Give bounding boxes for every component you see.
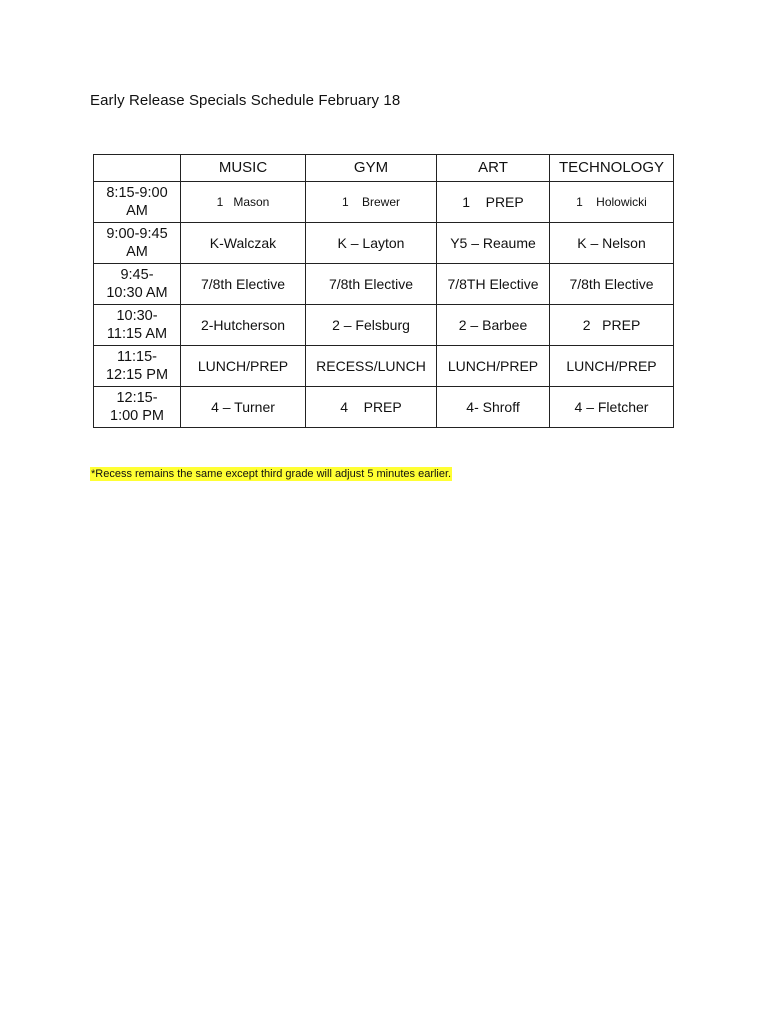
document-title: Early Release Specials Schedule February 18	[90, 92, 401, 109]
art-cell: 2 – Barbee	[437, 305, 550, 346]
table-row	[94, 223, 674, 264]
header-gym: GYM	[306, 155, 437, 182]
table-row	[94, 264, 674, 305]
time-start: 8:15-9:00	[106, 185, 168, 201]
schedule-table	[93, 154, 674, 428]
table-row	[94, 387, 674, 428]
tech-cell: 4 – Fletcher	[550, 387, 674, 428]
table-row	[94, 346, 674, 387]
art-cell: 1 PREP	[437, 182, 550, 223]
tech-cell: K – Nelson	[550, 223, 674, 264]
tech-cell: 1 Holowicki	[550, 182, 674, 223]
music-cell: 7/8th Elective	[181, 264, 306, 305]
time-start: 9:00-9:45	[106, 226, 168, 242]
time-cell	[94, 305, 181, 346]
header-technology: TECHNOLOGY	[550, 155, 674, 182]
music-cell: 1 Mason	[181, 182, 306, 223]
time-end: 11:15 AM	[106, 326, 168, 342]
tech-cell: 2 PREP	[550, 305, 674, 346]
art-cell: Y5 – Reaume	[437, 223, 550, 264]
table-row	[94, 305, 674, 346]
time-start: 10:30-	[116, 308, 158, 324]
time-start: 11:15-	[116, 349, 158, 365]
art-cell: LUNCH/PREP	[437, 346, 550, 387]
time-start: 12:15-	[116, 390, 158, 406]
music-cell: 4 – Turner	[181, 387, 306, 428]
header-art: ART	[437, 155, 550, 182]
time-end: 10:30 AM	[106, 285, 168, 301]
gym-cell: K – Layton	[306, 223, 437, 264]
time-end: AM	[126, 244, 148, 260]
time-cell	[94, 387, 181, 428]
gym-cell: RECESS/LUNCH	[306, 346, 437, 387]
music-cell: LUNCH/PREP	[181, 346, 306, 387]
header-time	[94, 155, 181, 182]
gym-cell: 7/8th Elective	[306, 264, 437, 305]
header-music: MUSIC	[181, 155, 306, 182]
time-end: 1:00 PM	[110, 408, 164, 424]
music-cell: 2-Hutcherson	[181, 305, 306, 346]
time-end: 12:15 PM	[105, 367, 169, 383]
time-cell	[94, 264, 181, 305]
tech-cell: 7/8th Elective	[550, 264, 674, 305]
tech-cell: LUNCH/PREP	[550, 346, 674, 387]
gym-cell: 4 PREP	[306, 387, 437, 428]
gym-cell: 1 Brewer	[306, 182, 437, 223]
table-header-row	[94, 155, 674, 182]
art-cell: 7/8TH Elective	[437, 264, 550, 305]
time-cell	[94, 223, 181, 264]
time-cell	[94, 182, 181, 223]
music-cell: K-Walczak	[181, 223, 306, 264]
time-start: 9:45-	[120, 267, 154, 283]
time-cell	[94, 346, 181, 387]
time-end: AM	[126, 203, 148, 219]
recess-note: *Recess remains the same except third grade will adjust 5 minutes earlier.	[91, 468, 452, 480]
art-cell: 4- Shroff	[437, 387, 550, 428]
gym-cell: 2 – Felsburg	[306, 305, 437, 346]
table-row	[94, 182, 674, 223]
